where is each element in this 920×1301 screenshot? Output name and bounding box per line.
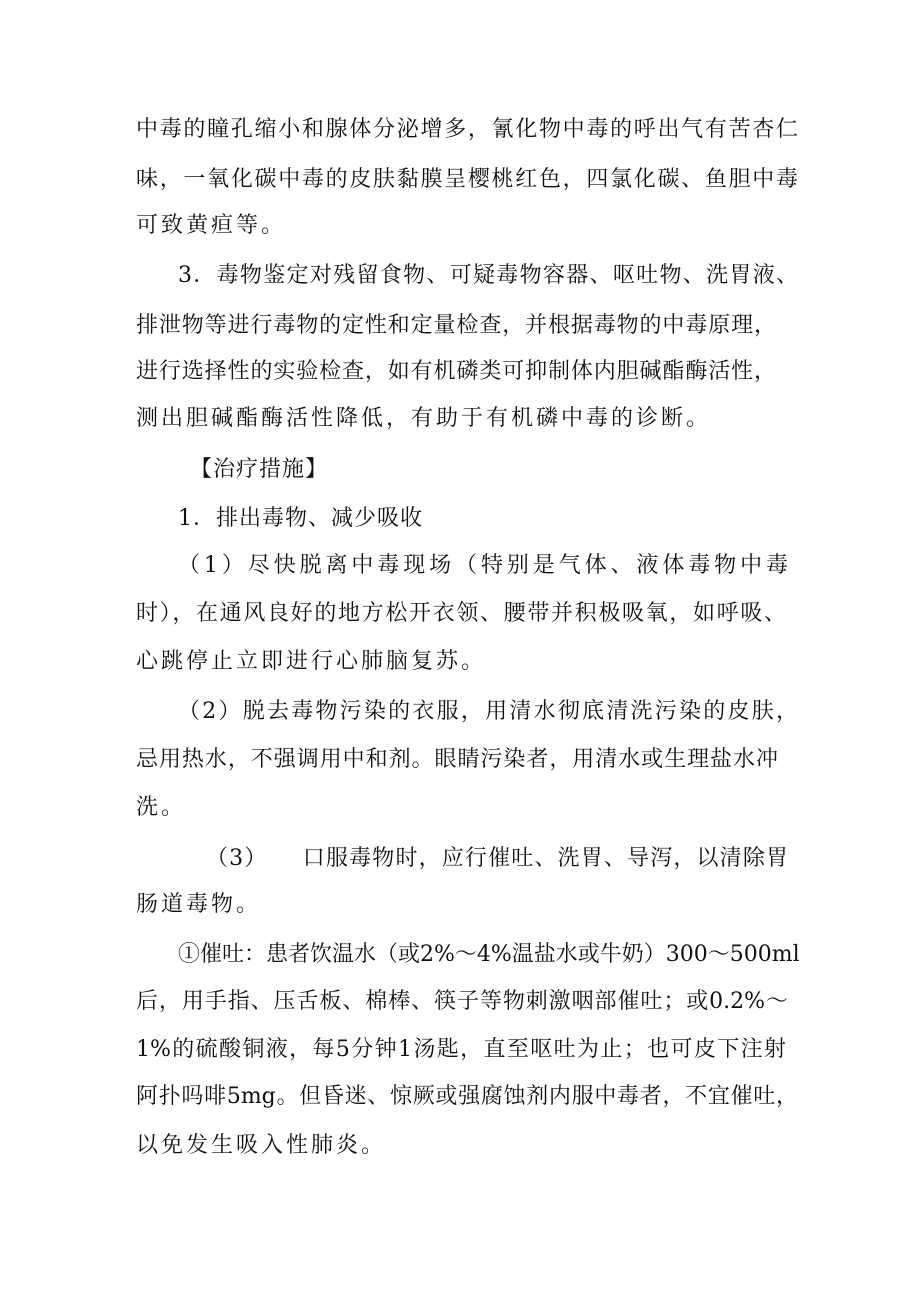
emesis-line-4: 阿扑吗啡5mg。但昏迷、惊厥或强腐蚀剂内服中毒者，不宜催吐，: [136, 1084, 798, 1109]
sub-1-line-1: （1）尽快脱离中毒现场（特别是气体、液体毒物中毒: [178, 553, 788, 578]
paragraph-1-line-3: 可致黄疸等。: [136, 213, 287, 238]
emesis-line-5: 以免发生吸入性肺炎。: [136, 1133, 387, 1158]
emesis-line-1: ①催吐：患者饮温水（或2%～4%温盐水或牛奶）300～500ml: [178, 942, 800, 967]
paragraph-2-line-1: 3．毒物鉴定对残留食物、可疑毒物容器、呕吐物、洗胃液、: [178, 263, 798, 288]
item-1-heading: 1．排出毒物、减少吸收: [178, 506, 423, 531]
sub-2-line-1: （2）脱去毒物污染的衣服，用清水彻底清洗污染的皮肤，: [178, 699, 798, 724]
section-heading: 【治疗措施】: [190, 457, 329, 482]
sub-3-line-1: （3） 口服毒物时，应行催吐、洗胃、导泻，以清除胃: [206, 846, 788, 871]
sub-2-line-3: 洗。: [136, 795, 187, 820]
emesis-line-2: 后，用手指、压舌板、棉棒、筷子等物刺激咽部催吐；或0.2%～: [136, 989, 788, 1014]
paragraph-1-line-1: 中毒的瞳孔缩小和腺体分泌增多，氰化物中毒的呼出气有苦杏仁: [136, 117, 798, 142]
paragraph-2-line-4: 测出胆碱酯酶活性降低，有助于有机磷中毒的诊断。: [136, 406, 712, 431]
emesis-line-3: 1%的硫酸铜液，每5分钟1汤匙，直至呕吐为止；也可皮下注射: [136, 1037, 786, 1062]
paragraph-1-line-2: 味，一氧化碳中毒的皮肤黏膜呈樱桃红色，四氯化碳、鱼胆中毒: [136, 167, 798, 192]
paragraph-2-line-2: 排泄物等进行毒物的定性和定量检查，并根据毒物的中毒原理，: [136, 313, 776, 338]
sub-1-line-2: 时），在通风良好的地方松开衣领、腰带并积极吸氧，如呼吸、: [136, 601, 786, 626]
sub-2-line-2: 忌用热水，不强调用中和剂。眼睛污染者，用清水或生理盐水冲: [136, 747, 778, 772]
sub-3-line-2: 肠道毒物。: [136, 892, 262, 917]
sub-1-line-3: 心跳停止立即进行心肺脑复苏。: [136, 649, 487, 674]
paragraph-2-line-3: 进行选择性的实验检查，如有机磷类可抑制体内胆碱酯酶活性，: [136, 359, 776, 384]
